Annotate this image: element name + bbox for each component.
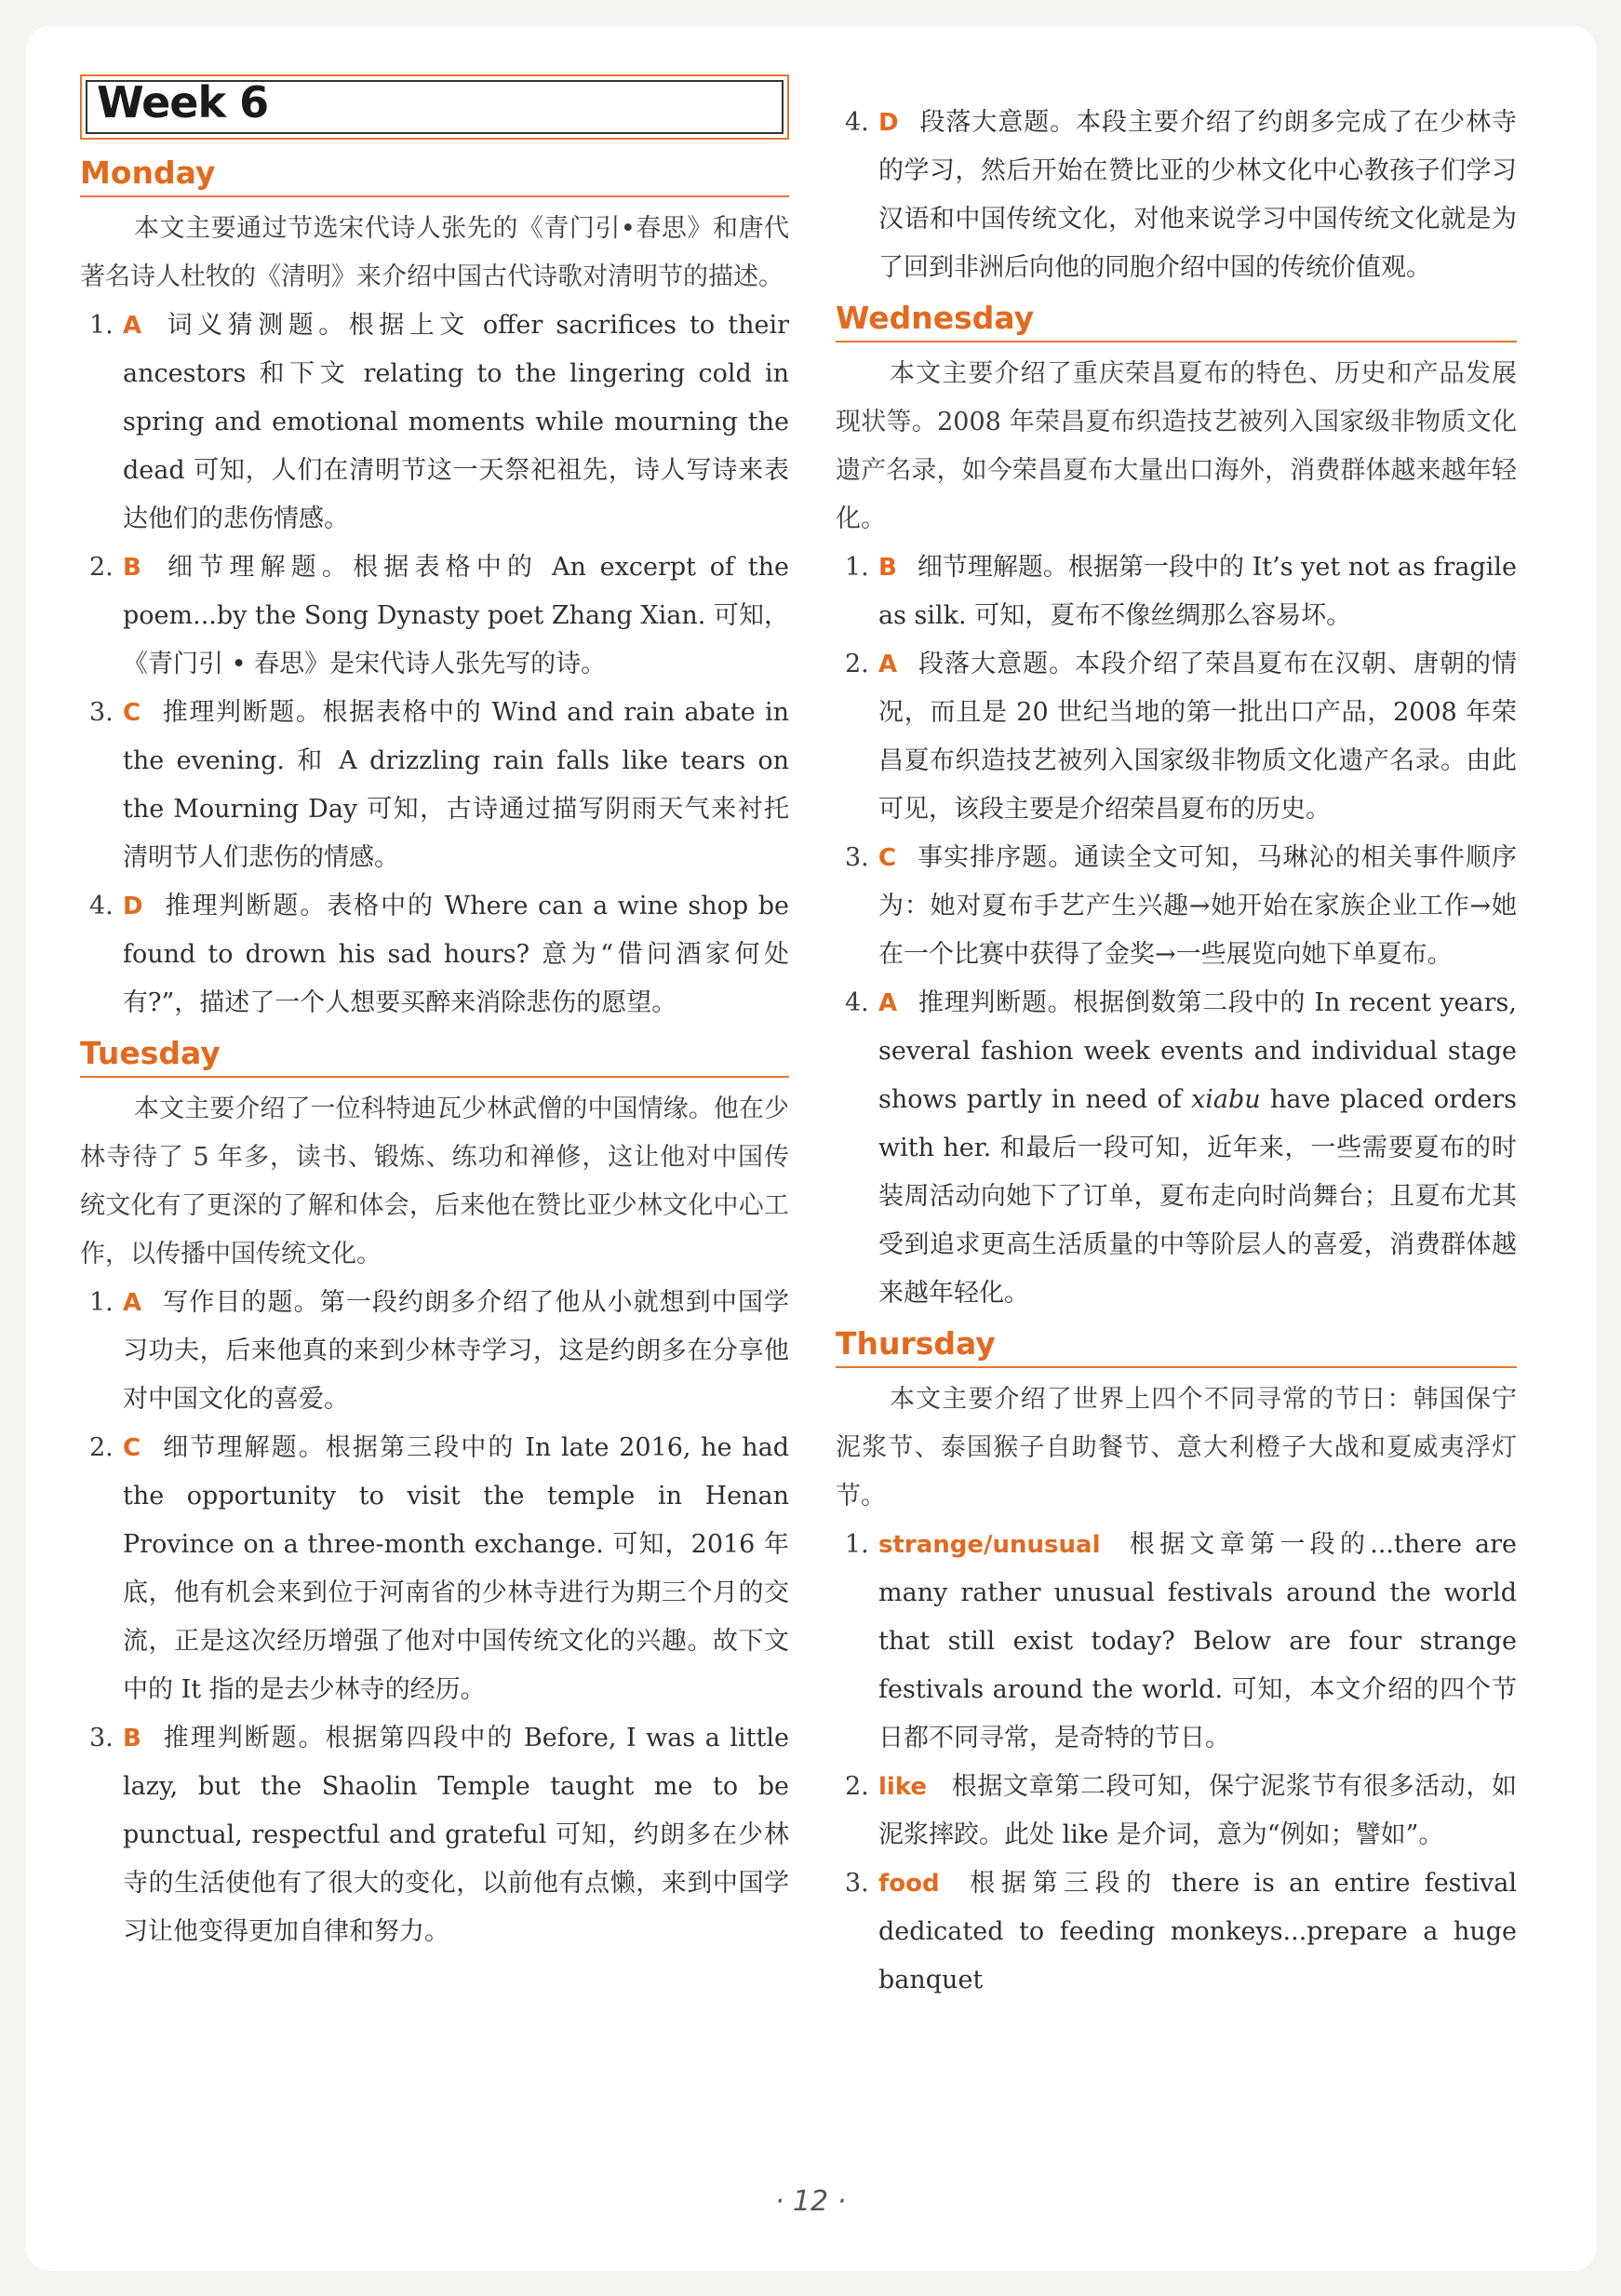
item-number: 1. xyxy=(845,1530,869,1559)
explanation: 根据第三段的 there is an entire festival dedicated to feeding monkeys...prepare a huge banquet xyxy=(878,1869,1517,1994)
answer-key: C xyxy=(123,699,141,727)
explanation: 根据文章第二段可知，保宁泥浆节有很多活动，如泥浆摔跤。此处 like 是介词，意为“例如；譬如”。 xyxy=(878,1772,1517,1849)
monday-intro: 本文主要通过节选宋代诗人张先的《青门引•春思》和唐代著名诗人杜牧的《清明》来介绍中国古代诗歌对清明节的描述。 xyxy=(80,214,789,291)
answer-item xyxy=(80,882,789,1027)
day-heading-thursday: Thursday xyxy=(836,1323,1517,1368)
item-number: 3. xyxy=(89,698,114,727)
answer-item xyxy=(836,99,1517,292)
item-number: 2. xyxy=(845,650,869,678)
answer-item xyxy=(80,1424,789,1714)
explanation-part: have placed orders with her. 和最后一段可知，近年来，一些需要夏布的时装周活动向她下了订单，夏布走向时尚舞台；且夏布尤其受到追求更高生活质量的中等阶层人的喜爱，消费群体越来越年轻化。 xyxy=(878,1085,1517,1308)
left-column xyxy=(80,74,789,1956)
answer-item xyxy=(836,1860,1517,2005)
answer-item xyxy=(836,640,1517,834)
explanation: 段落大意题。本段介绍了荣昌夏布在汉朝、唐朝的情况，而且是 20 世纪当地的第一批出口产品，2008 年荣昌夏布织造技艺被列入国家级非物质文化遗产名录。由此可见，该段主要是介绍荣昌夏布的历史。 xyxy=(878,650,1517,824)
day-heading-tuesday: Tuesday xyxy=(80,1033,789,1078)
item-number: 1. xyxy=(89,1288,114,1317)
answer-key: B xyxy=(878,554,897,582)
answer-key: B xyxy=(123,1725,141,1752)
answer-item xyxy=(80,1279,789,1424)
answer-key: like xyxy=(878,1773,928,1801)
answer-item xyxy=(836,834,1517,979)
answer-key: A xyxy=(123,312,142,340)
answer-item xyxy=(836,979,1517,1318)
item-number: 3. xyxy=(89,1724,114,1752)
answer-key: D xyxy=(878,109,899,137)
answer-item xyxy=(836,544,1517,640)
page-number: · 12 · xyxy=(774,2185,847,2218)
item-number: 3. xyxy=(845,1869,869,1898)
explanation: 段落大意题。本段主要介绍了约朗多完成了在少林寺的学习，然后开始在赞比亚的少林文化中心教孩子们学习汉语和中国传统文化，对他来说学习中国传统文化就是为了回到非洲后向他的同胞介绍中国的传统价值观。 xyxy=(878,108,1517,282)
item-number: 4. xyxy=(845,988,869,1017)
answer-item xyxy=(836,1521,1517,1763)
wednesday-intro: 本文主要介绍了重庆荣昌夏布的特色、历史和产品发展现状等。2008 年荣昌夏布织造技艺被列入国家级非物质文化遗产名录，如今荣昌夏布大量出口海外，消费群体越来越年轻化。 xyxy=(836,359,1517,533)
answer-key: A xyxy=(878,989,898,1017)
item-number: 1. xyxy=(89,311,114,340)
item-number: 3. xyxy=(845,843,869,872)
explanation: 写作目的题。第一段约朗多介绍了他从小就想到中国学习功夫，后来他真的来到少林寺学习，这是约朗多在分享他对中国文化的喜爱。 xyxy=(123,1288,789,1414)
explanation: 事实排序题。通读全文可知，马琳沁的相关事件顺序为：她对夏布手艺产生兴趣→她开始在家族企业工作→她在一个比赛中获得了金奖→一些展览向她下单夏布。 xyxy=(878,843,1517,969)
right-column xyxy=(836,99,1517,2005)
item-number: 2. xyxy=(845,1772,869,1801)
thursday-intro: 本文主要介绍了世界上四个不同寻常的节日：韩国保宁泥浆节、泰国猴子自助餐节、意大利橙子大战和夏威夷浮灯节。 xyxy=(836,1385,1517,1511)
answer-item xyxy=(80,1714,789,1956)
day-heading-wednesday: Wednesday xyxy=(836,298,1517,342)
item-number: 1. xyxy=(845,553,869,582)
answer-key: C xyxy=(878,844,897,872)
answer-key: D xyxy=(123,893,143,920)
italic-term: xiabu xyxy=(1191,1085,1261,1114)
answer-key: A xyxy=(878,651,898,678)
answer-item xyxy=(80,689,789,882)
explanation: 细节理解题。根据第三段中的 In late 2016, he had the opportunity to visit the temple in Henan Province on a three-month exchange. 可知，2016 年底，他有机会来到位于河南省的少林寺进行为期三个月的交流，正是这次经历增强了他对中国传统文化的兴趣。故下文中的 It 指的是去少林寺的经历。 xyxy=(123,1433,789,1704)
day-heading-monday: Monday xyxy=(80,153,789,197)
tuesday-intro: 本文主要介绍了一位科特迪瓦少林武僧的中国情缘。他在少林寺待了 5 年多，读书、锻炼、练功和禅修，这让他对中国传统文化有了更深的了解和体会，后来他在赞比亚少林文化中心工作，以传播中国传统文化。 xyxy=(80,1094,789,1269)
explanation-part: 推理判断题。根据倒数第二段中的 In recent years, several fashion week events and individual stage shows partly in need of xyxy=(878,988,1517,1114)
explanation: 推理判断题。根据第四段中的 Before, I was a little lazy, but the Shaolin Temple taught me to be punctual, respectful and grateful 可知，约朗多在少林寺的生活使他有了很大的变化，以前他有点懒，来到中国学习让他变得更加自律和努力。 xyxy=(123,1724,789,1946)
explanation: 推理判断题。表格中的 Where can a wine shop be found to drown his sad hours? 意为“借问酒家何处有?”，描述了一个人想要买醉来消除悲伤的愿望。 xyxy=(123,892,789,1017)
answer-key: food xyxy=(878,1870,940,1898)
answer-key: A xyxy=(123,1289,142,1317)
explanation: 推理判断题。根据表格中的 Wind and rain abate in the evening. 和 A drizzling rain falls like tears on the Mourning Day 可知，古诗通过描写阴雨天气来衬托清明节人们悲伤的情感。 xyxy=(123,698,789,872)
explanation: 细节理解题。根据第一段中的 It’s yet not as fragile as silk. 可知，夏布不像丝绸那么容易坏。 xyxy=(878,553,1517,630)
answer-item xyxy=(836,1763,1517,1860)
answer-item xyxy=(80,302,789,544)
item-number: 2. xyxy=(89,1433,114,1462)
explanation: 词义猜测题。根据上文 offer sacrifices to their ancestors 和下文 relating to the lingering cold in spring and emotional moments while mourning the dead 可知，人们在清明节这一天祭祀祖先，诗人写诗来表达他们的悲伤情感。 xyxy=(123,311,789,533)
week-header xyxy=(80,74,789,140)
answer-item xyxy=(80,544,789,689)
answer-key: B xyxy=(123,554,141,582)
week-title: Week 6 xyxy=(97,77,269,128)
item-number: 4. xyxy=(89,892,114,920)
explanation: 细节理解题。根据表格中的 An excerpt of the poem...by the Song Dynasty poet Zhang Xian. 可知，《青门引 • 春思》是宋代诗人张先写的诗。 xyxy=(123,553,789,678)
item-number: 4. xyxy=(845,108,869,137)
explanation: 根据文章第一段的...there are many rather unusual festivals around the world that still exist today? Below are four strange festivals around the world. 可知，本文介绍的四个节日都不同寻常，是奇特的节日。 xyxy=(878,1530,1517,1752)
answer-key: strange/unusual xyxy=(878,1531,1101,1559)
answer-key: C xyxy=(123,1434,141,1462)
item-number: 2. xyxy=(89,553,114,582)
